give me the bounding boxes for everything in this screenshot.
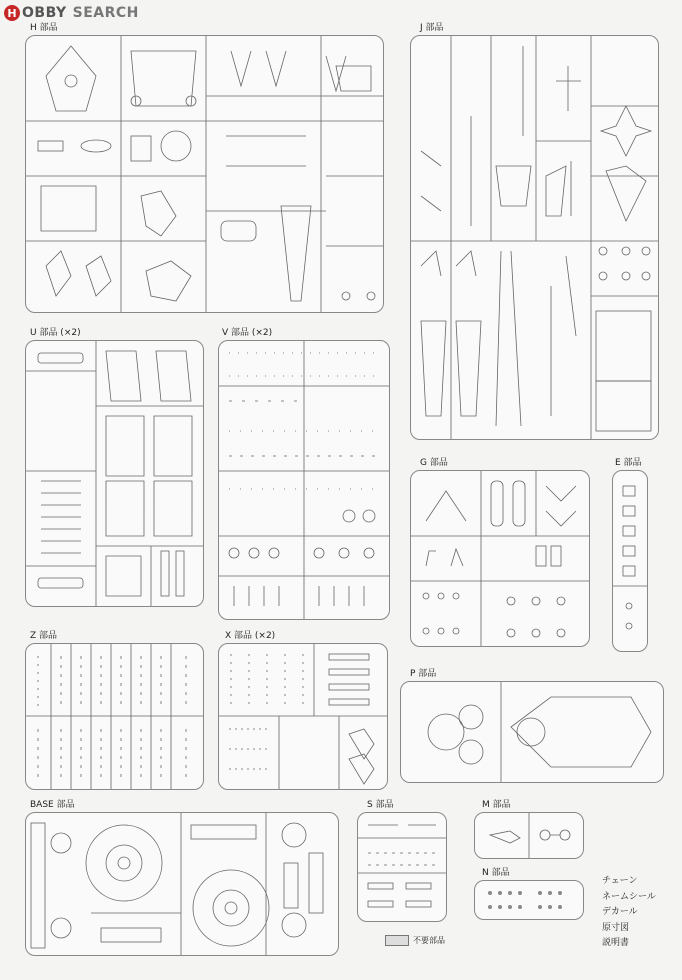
logo-mark: H <box>4 5 20 21</box>
legend-item-name-sticker: ネームシール <box>602 891 656 902</box>
sprue-base-frame <box>25 812 339 956</box>
sprue-z-frame <box>25 643 204 790</box>
sprue-j-frame <box>410 35 659 440</box>
site-logo <box>4 4 139 22</box>
legend-item-full-scale-drawing: 原寸図 <box>602 922 630 933</box>
sprue-s-drawing <box>358 813 446 921</box>
unneeded-swatch <box>385 935 409 946</box>
sprue-x-label: X 部品 (×2) <box>225 631 276 641</box>
sprue-m-frame <box>474 812 584 859</box>
sprue-p-label: P 部品 <box>410 669 437 679</box>
sprue-v-frame <box>218 340 390 620</box>
legend-item-instructions: 説明書 <box>602 938 630 949</box>
sprue-base-drawing <box>26 813 338 955</box>
sprue-base-label: BASE 部品 <box>30 800 75 810</box>
sprue-v-drawing <box>219 341 389 619</box>
unneeded-parts-key <box>385 935 445 946</box>
sprue-n-frame <box>474 880 584 920</box>
sprue-j-drawing <box>411 36 658 439</box>
sprue-u-drawing <box>26 341 203 606</box>
sprue-s-frame <box>357 812 447 922</box>
logo-text-search: SEARCH <box>72 5 139 21</box>
sprue-h-label: H 部品 <box>30 23 58 33</box>
sprue-u-frame <box>25 340 204 607</box>
sprue-p-frame <box>400 681 664 783</box>
legend-item-decal: デカール <box>602 907 638 918</box>
sprue-g-label: G 部品 <box>420 458 448 468</box>
sprue-z-label: Z 部品 <box>30 631 58 641</box>
logo-text: OBBY <box>22 5 67 21</box>
sprue-g-frame <box>410 470 590 647</box>
sprue-m-drawing <box>475 813 583 858</box>
sprue-u-label: U 部品 (×2) <box>30 328 81 338</box>
sprue-n-drawing <box>475 881 583 919</box>
sprue-z-drawing <box>26 644 203 789</box>
sprue-e-label: E 部品 <box>615 458 642 468</box>
sprue-x-drawing <box>219 644 387 789</box>
sprue-e-frame <box>612 470 648 652</box>
sprue-h-frame <box>25 35 384 313</box>
sprue-e-drawing <box>613 471 647 651</box>
accessories-list <box>602 874 656 952</box>
sprue-v-label: V 部品 (×2) <box>222 328 273 338</box>
sprue-g-drawing <box>411 471 589 646</box>
legend-item-chain: チェーン <box>602 876 638 886</box>
sprue-m-label: M 部品 <box>482 800 511 810</box>
sprue-x-frame <box>218 643 388 790</box>
unneeded-label: 不要部品 <box>413 936 445 945</box>
sprue-s-label: S 部品 <box>367 800 394 810</box>
sprue-j-label: J 部品 <box>420 23 444 33</box>
sprue-n-label: N 部品 <box>482 868 510 878</box>
sprue-h-drawing <box>26 36 383 312</box>
sprue-p-drawing <box>401 682 663 782</box>
